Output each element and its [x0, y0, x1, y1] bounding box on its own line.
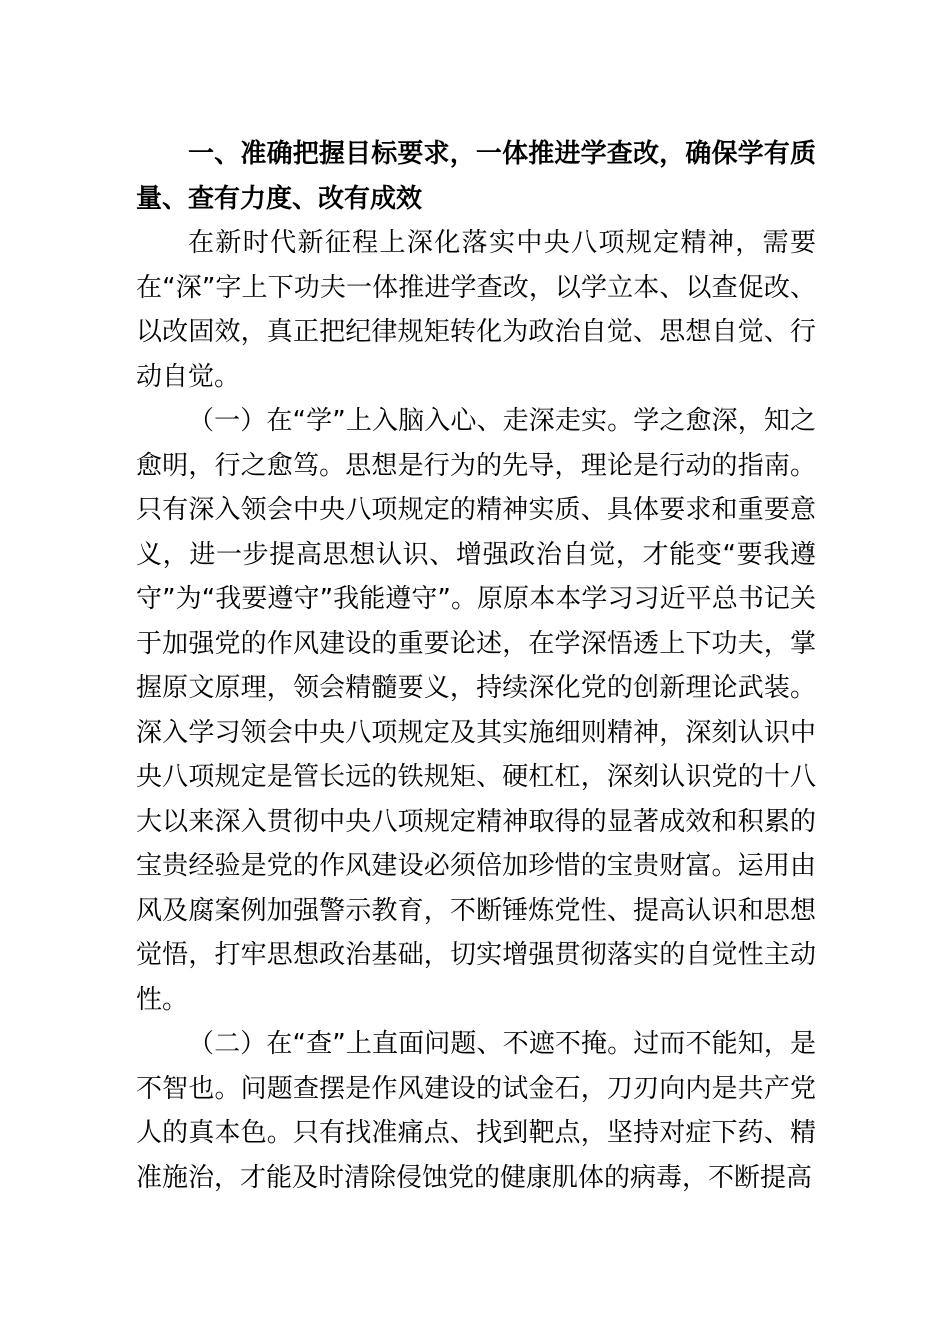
inspection-paragraph: （二）在“查”上直面问题、不遮不掩。过而不能知，是不智也。问题查摆是作风建设的试金石，刀刃向内是共产党人的真本色。只有找准痛点、找到靶点，坚持对症下药、精准施治，才能及时清除侵蚀党的健康肌体的病毒，不断提高: [136, 1029, 816, 1193]
study-paragraph: （一）在“学”上入脑入心、走深走实。学之愈深，知之愈明，行之愈笃。思想是行为的先导，理论是行动的指南。只有深入领会中央八项规定的精神实质、具体要求和重要意义，进一步提高思想认识、增强政治自觉，才能变“要我遵守”为“我要遵守”我能遵守”。原原本本学习习近平总书记关于加强党的作风建设的重要论述，在学深悟透上下功夫，掌握原文原理，领会精髓要义，持续深化党的创新理论武装。深入学习领会中央八项规定及其实施细则精神，深刻认识中央八项规定是管长远的铁规矩、硬杠杠，深刻认识党的十八大以来深入贯彻中央八项规定精神取得的显著成效和积累的宝贵经验是党的作风建设必须倍加珍惜的宝贵财富。运用由风及腐案例加强警示教育，不断锤炼党性、提高认识和思想觉悟，打牢思想政治基础，切实增强贯彻落实的自觉性主动性。: [136, 406, 816, 1015]
document-page: [136, 132, 816, 1200]
section-heading: 一、准确把握目标要求，一体推进学查改，确保学有质量、查有力度、改有成效: [136, 139, 816, 214]
intro-paragraph: 在新时代新征程上深化落实中央八项规定精神，需要在“深”字上下功夫一体推进学查改，以学立本、以查促改、以改固效，真正把纪律规矩转化为政治自觉、思想自觉、行动自觉。: [136, 228, 816, 392]
